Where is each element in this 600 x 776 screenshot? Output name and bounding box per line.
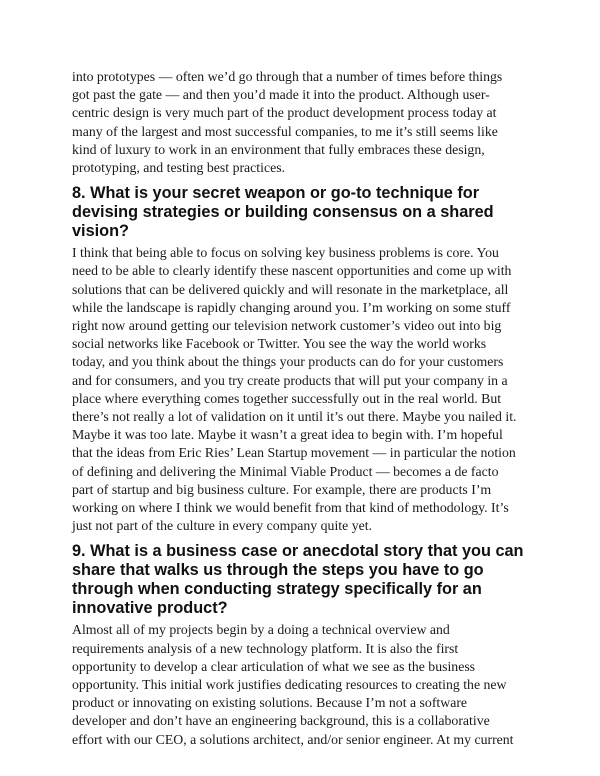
text-line: vision? (72, 222, 129, 241)
text-line: and for consumers, and you try create products that will put your company in a (72, 372, 508, 388)
text-line: part of startup and big business culture. For example, there are products I’m (72, 481, 492, 497)
text-line: 8. What is your secret weapon or go-to technique for (72, 184, 480, 203)
question-9-answer (72, 621, 528, 748)
text-line: right now around getting our television network customer’s video out into big (72, 318, 502, 334)
text-line: that the ideas from Eric Ries’ Lean Startup movement — in particular the notion (72, 445, 516, 461)
text-line: opportunity to develop a clear articulation of what we see as the business (72, 658, 476, 674)
text-line: Maybe it was too late. Maybe it wasn’t a great idea to begin with. I’m hopeful (72, 427, 503, 443)
text-line: Almost all of my projects begin by a doing a technical overview and (72, 622, 450, 638)
text-line: solutions that can be delivered quickly and will resonate in the marketplace, all (72, 281, 509, 297)
text-line: 9. What is a business case or anecdotal story that you can (72, 542, 524, 561)
text-line: just not part of the culture in every company quite yet. (72, 518, 372, 534)
text-line: social networks like Facebook or Twitter. You see the way the world works (72, 336, 487, 352)
text-line: effort with our CEO, a solutions architect, and/or senior engineer. At my current (72, 731, 514, 747)
document-page (72, 68, 528, 749)
text-line: innovative product? (72, 599, 228, 618)
text-line: devising strategies or building consensus on a shared (72, 203, 494, 222)
text-line: developer and don’t have an engineering background, this is a collaborative (72, 713, 490, 729)
text-line: opportunity. This initial work justifies dedicating resources to creating the new (72, 677, 507, 693)
text-line: need to be able to clearly identify these nascent opportunities and come up with (72, 263, 512, 279)
text-line: kind of luxury to work in an environment that fully embraces these design, (72, 141, 485, 157)
text-line: through when conducting strategy specifically for an (72, 580, 482, 599)
text-line: many of the largest and most successful companies, to me it’s still seems like (72, 123, 498, 139)
text-line: place where everything comes together successfully out in the real world. But (72, 390, 502, 406)
text-line: share that walks us through the steps you have to go (72, 561, 484, 580)
text-line: got past the gate — and then you’d made it into the product. Although user- (72, 87, 490, 103)
text-line: while the landscape is rapidly changing around you. I’m working on some stuff (72, 299, 511, 315)
text-line: I think that being able to focus on solving key business problems is core. You (72, 245, 499, 261)
text-line: into prototypes — often we’d go through that a number of times before things (72, 69, 503, 84)
question-8-heading (72, 184, 528, 241)
text-line: centric design is very much part of the product development process today at (72, 105, 497, 121)
question-8-answer (72, 244, 528, 535)
text-line: requirements analysis of a new technology platform. It is also the first (72, 640, 459, 656)
text-line: today, and you think about the things your products can do for your customers (72, 354, 504, 370)
text-line: of defining and delivering the Minimal Viable Product — becomes a de facto (72, 463, 499, 479)
text-line: product or innovating on existing solutions. Because I’m not a software (72, 695, 468, 711)
text-line: prototyping, and testing best practices. (72, 160, 286, 176)
question-9-heading (72, 542, 528, 618)
text-line: working on where I think we would benefit from that kind of methodology. It’s (72, 500, 509, 516)
text-line: there’s not really a lot of validation on it until it’s out there. Maybe you nailed it. (72, 409, 517, 425)
intro-paragraph (72, 68, 528, 177)
